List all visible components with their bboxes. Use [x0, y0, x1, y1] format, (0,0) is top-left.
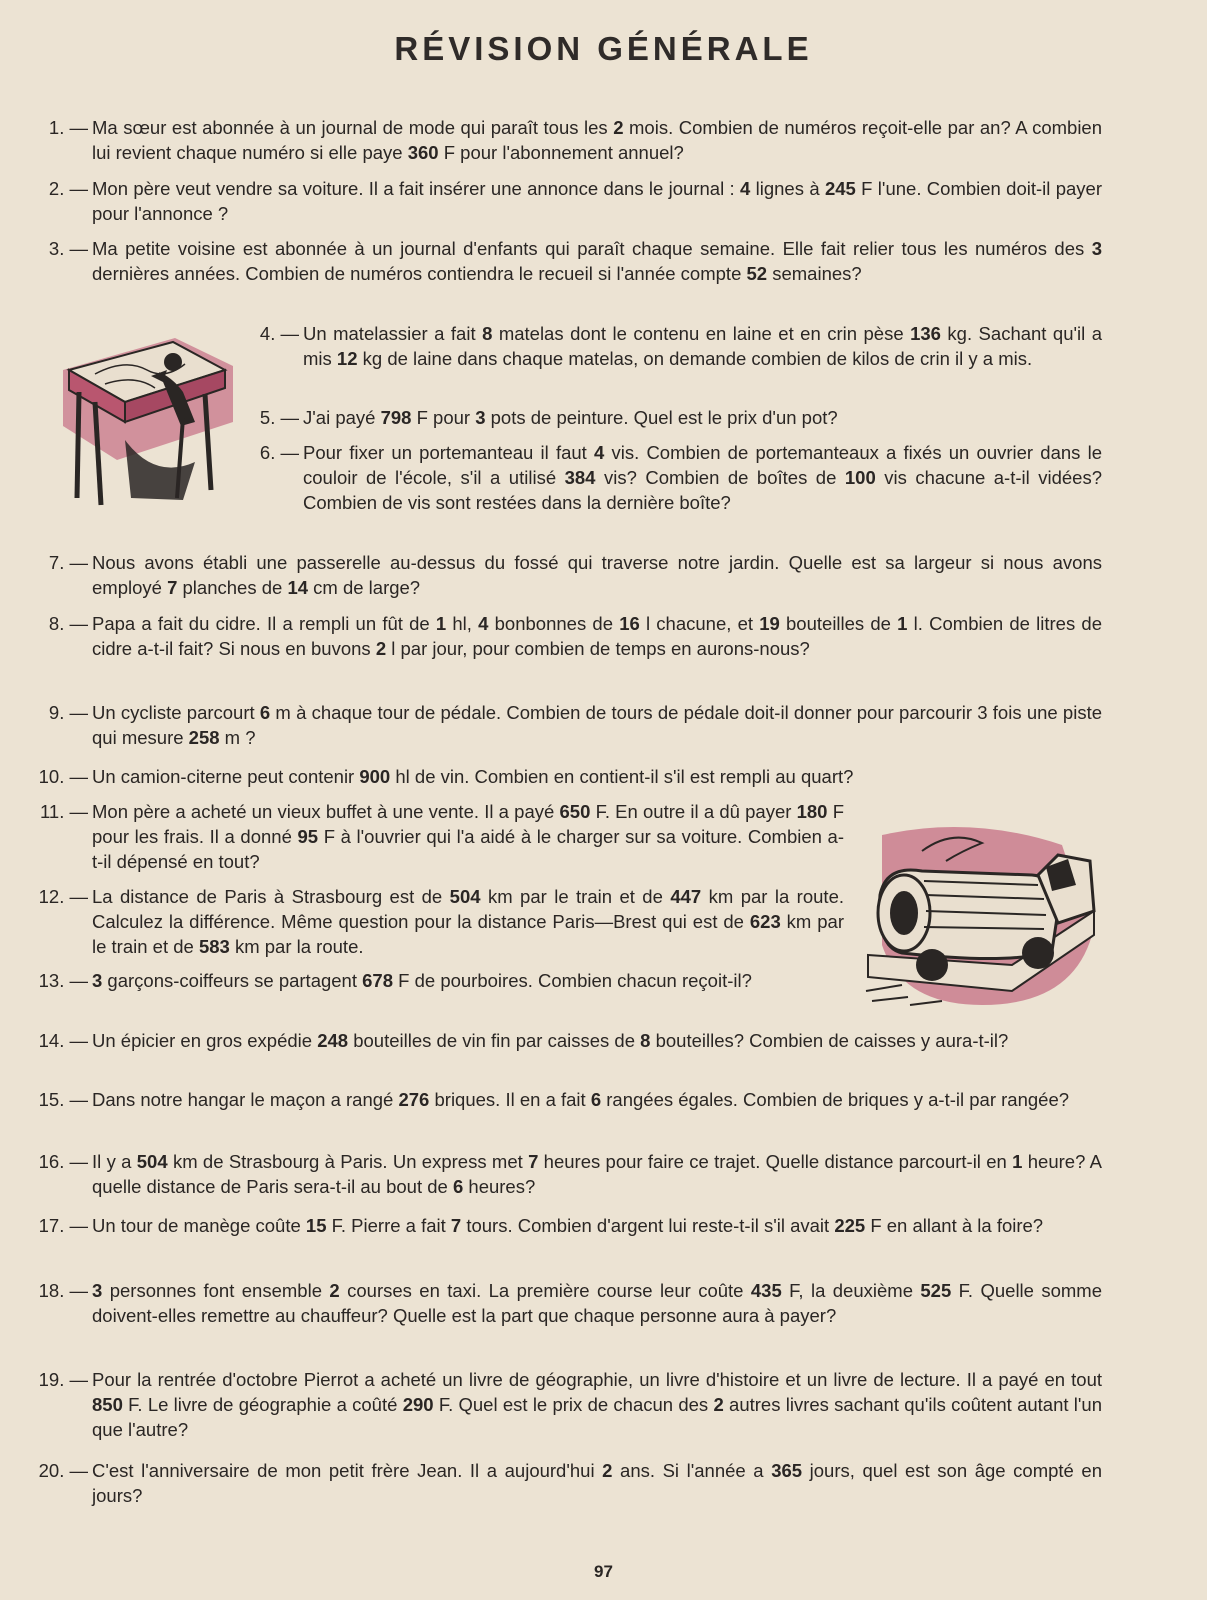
problem-number: 18. —	[38, 1280, 88, 1301]
problem-8	[48, 611, 1102, 661]
problem-number: 3. —	[48, 238, 88, 259]
problem-text: 3 garçons-coiffeurs se partagent 678 F de pourboires. Combien chacun reçoit-il?	[92, 970, 752, 991]
problem-18	[38, 1278, 1103, 1328]
problem-text: Pour la rentrée d'octobre Pierrot a acheté un livre de géographie, un livre d'histoire et un livre de lecture. Il a payé en tout 850 F. Le livre de géographie a coûté 290 F. Quel est le prix de chacun des 2 autres livres sachant qu'ils coûtent autant l'un que l'autre?	[92, 1369, 1102, 1440]
problem-text: Dans notre hangar le maçon a rangé 276 briques. Il en a fait 6 rangées égales. Combien de briques y a-t-il par rangée?	[92, 1089, 1070, 1110]
problem-text: Pour fixer un portemanteau il faut 4 vis. Combien de portemanteaux a fixés un ouvrier dans le couloir de l'école, s'il a utilisé 384 vis? Combien de boîtes de 100 vis chacune a-t-il vidées? Combien de vis sont restées dans la dernière boîte?	[303, 442, 1102, 513]
problem-text: Nous avons établi une passerelle au-dessus du fossé qui traverse notre jardin. Quelle est sa largeur si nous avons employé 7 planches de 14 cm de large?	[92, 552, 1102, 598]
problem-text: Mon père a acheté un vieux buffet à une vente. Il a payé 650 F. En outre il a dû payer 180 F pour les frais. Il a donné 95 F à l'ouvrier qui l'a aidé à le charger sur sa voiture. Combien a-t-il dépensé en tout?	[92, 801, 844, 872]
problem-number: 8. —	[48, 613, 88, 634]
problem-text: Papa a fait du cidre. Il a rempli un fût de 1 hl, 4 bonbonnes de 16 l chacune, et 19 bouteilles de 1 l. Combien de litres de cidre a-t-il fait? Si nous en buvons 2 l par jour, pour combien de temps en aurons-nous?	[92, 613, 1102, 659]
problem-20	[38, 1458, 1102, 1508]
problem-number: 17. —	[38, 1215, 88, 1236]
problem-text: C'est l'anniversaire de mon petit frère Jean. Il a aujourd'hui 2 ans. Si l'année a 365 jours, quel est son âge compté en jours?	[92, 1460, 1102, 1506]
problem-number: 9. —	[48, 702, 88, 723]
problem-number: 1. —	[48, 117, 88, 138]
problem-number: 13. —	[38, 970, 88, 991]
problem-19	[38, 1367, 1102, 1442]
problem-text: Un matelassier a fait 8 matelas dont le contenu en laine et en crin pèse 136 kg. Sachant qu'il a mis 12 kg de laine dans chaque matelas, on demande combien de kilos de crin il y a mis.	[303, 323, 1102, 369]
problem-17	[38, 1213, 1102, 1238]
problem-4	[259, 321, 1102, 371]
problem-number: 15. —	[38, 1089, 88, 1110]
problem-text: Un épicier en gros expédie 248 bouteilles de vin fin par caisses de 8 bouteilles? Combien de caisses y aura-t-il?	[92, 1030, 1009, 1051]
mattress-maker-illustration	[55, 330, 240, 512]
problem-number: 7. —	[48, 552, 88, 573]
problem-number: 2. —	[48, 178, 88, 199]
problem-text: 3 personnes font ensemble 2 courses en taxi. La première course leur coûte 435 F, la deuxième 525 F. Quelle somme doivent-elles remettre au chauffeur? Quelle est la part que chaque personne aura à payer?	[92, 1280, 1103, 1326]
problem-number: 16. —	[38, 1151, 88, 1172]
problem-number: 5. —	[259, 407, 299, 428]
problem-number: 14. —	[38, 1030, 88, 1051]
problem-number: 19. —	[38, 1369, 88, 1390]
problem-1	[48, 115, 1103, 165]
problem-text: Ma petite voisine est abonnée à un journal d'enfants qui paraît chaque semaine. Elle fait relier tous les numéros des 3 dernières années. Combien de numéros contiendra le recueil si l'année compte 52 semaines?	[92, 238, 1102, 284]
problem-9	[48, 700, 1102, 750]
page-number: 97	[594, 1562, 613, 1581]
problem-text: Un tour de manège coûte 15 F. Pierre a fait 7 tours. Combien d'argent lui reste-t-il s'il avait 225 F en allant à la foire?	[92, 1215, 1044, 1236]
problem-number: 6. —	[259, 442, 299, 463]
problem-14	[38, 1028, 1102, 1053]
page-title: RÉVISION GÉNÉRALE	[394, 30, 813, 67]
problem-number: 10. —	[38, 766, 88, 787]
problem-13	[38, 968, 844, 993]
problem-2	[48, 176, 1102, 226]
problem-text: Il y a 504 km de Strasbourg à Paris. Un express met 7 heures pour faire ce trajet. Quelle distance parcourt-il en 1 heure? A quelle distance de Paris sera-t-il au bout de 6 heures?	[92, 1151, 1102, 1197]
problem-5	[259, 405, 1102, 430]
problem-number: 20. —	[38, 1460, 88, 1481]
problem-11	[40, 799, 844, 874]
tanker-truck-illustration	[862, 815, 1102, 1015]
problem-3	[48, 236, 1102, 286]
problem-text: Mon père veut vendre sa voiture. Il a fait insérer une annonce dans le journal : 4 lignes à 245 F l'une. Combien doit-il payer pour l'annonce ?	[92, 178, 1102, 224]
problem-10	[38, 764, 1102, 789]
problem-12	[38, 884, 844, 959]
problem-7	[48, 550, 1102, 600]
problem-text: La distance de Paris à Strasbourg est de 504 km par le train et de 447 km par la route. Calculez la différence. Même question pour la distance Paris—Brest qui est de 623 km par le train et de 583 km par la route.	[92, 886, 844, 957]
problem-16	[38, 1149, 1102, 1199]
problem-text: Ma sœur est abonnée à un journal de mode qui paraît tous les 2 mois. Combien de numéros reçoit-elle par an? A combien lui revient chaque numéro si elle paye 360 F pour l'abonnement annuel?	[92, 117, 1103, 163]
problem-number: 12. —	[38, 886, 88, 907]
problem-6	[259, 440, 1102, 515]
problem-15	[38, 1087, 1102, 1112]
problem-text: Un camion-citerne peut contenir 900 hl de vin. Combien en contient-il s'il est rempli au quart?	[92, 766, 854, 787]
problem-number: 11. —	[40, 801, 88, 822]
problem-text: Un cycliste parcourt 6 m à chaque tour de pédale. Combien de tours de pédale doit-il donner pour parcourir 3 fois une piste qui mesure 258 m ?	[92, 702, 1102, 748]
problem-number: 4. —	[259, 323, 299, 344]
problem-text: J'ai payé 798 F pour 3 pots de peinture. Quel est le prix d'un pot?	[303, 407, 838, 428]
